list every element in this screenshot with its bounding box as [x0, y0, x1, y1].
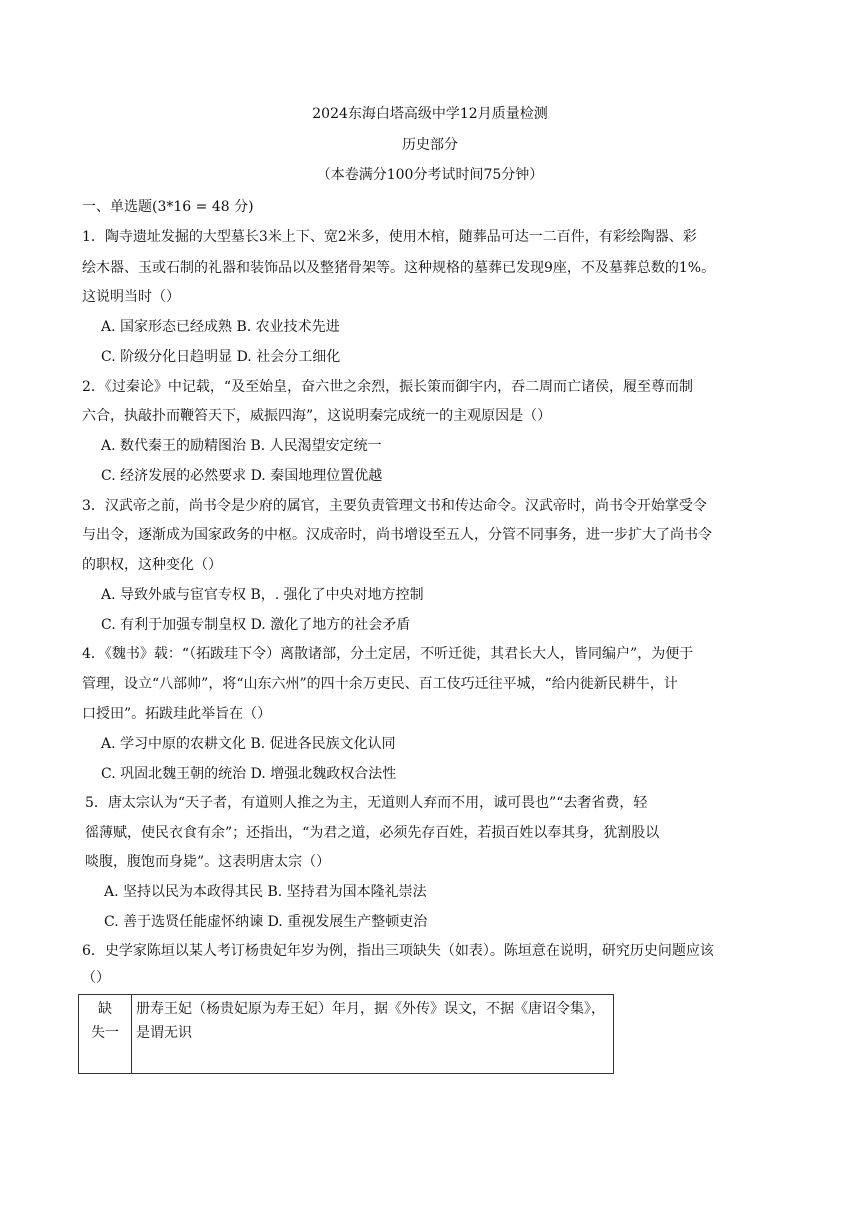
question-3-line-1: 3．汉武帝之前，尚书令是少府的属官，主要负责管理文书和传达命令。汉武帝时，尚书令开始掌受令: [82, 498, 707, 514]
question-4-options-ab: A. 学习中原的农耕文化 B. 促进各民族文化认同: [101, 736, 396, 752]
exam-subtitle: 历史部分: [402, 137, 458, 153]
question-2-line-2: 六合，执敲扑而鞭笞天下，威振四海”，这说明秦完成统一的主观原因是（）: [82, 408, 552, 424]
question-1-options-ab: A. 国家形态已经成熟 B. 农业技术先进: [101, 319, 340, 335]
question-3-options-ab: A. 导致外戚与宦官专权 B，. 强化了中央对地方控制: [101, 587, 424, 603]
question-3-options-cd: C. 有利于加强专制皇权 D. 激化了地方的社会矛盾: [101, 617, 411, 633]
question-4-options-cd: C. 巩固北魏王朝的统治 D. 增强北魏政权合法性: [101, 766, 397, 782]
question-2-options-ab: A. 数代秦王的励精图治 B. 人民渴望安定统一: [101, 438, 382, 454]
question-4-line-2: 管理，设立“八部帅”，将“山东六州”的四十余万吏民、百工伎巧迁往平城，“给内徙新民耕牛，计: [82, 676, 678, 692]
question-6-line-1: 6．史学家陈垣以某人考订杨贵妃年岁为例，指出三项缺失（如表）。陈垣意在说明，研究历史问题应该: [82, 943, 714, 959]
question-3-line-2: 与出令，逐渐成为国家政务的中枢。汉成帝时，尚书增设至五人，分管不同事务，进一步扩大了尚书令: [82, 527, 712, 543]
question-4-line-3: 口授田”。拓跋珪此举旨在（）: [82, 706, 272, 722]
section-heading: 一、单选题(3*16 = 48 分): [82, 199, 254, 215]
table-row-content: [132, 995, 614, 1074]
table-row-content-line-1: 册寿王妃（杨贵妃原为寿王妃）年月，据《外传》误文，不据《唐诏令集》，: [136, 1001, 605, 1017]
question-6-line-2: （）: [82, 970, 110, 986]
question-2-line-1: 2．《过秦论》中记载，“及至始皇，奋六世之余烈，振长策而御宇内，吞二周而亡诸侯，履至尊而制: [82, 379, 694, 395]
question-5-line-2: 徭薄赋，使民衣食有余”；还指出，“为君之道，必须先存百姓，若损百姓以奉其身，犹割股以: [85, 825, 660, 841]
table-row-content-line-2: 是谓无识: [136, 1025, 192, 1041]
question-1-options-cd: C. 阶级分化日趋明显 D. 社会分工细化: [101, 349, 341, 365]
question-5-line-3: 啖腹，腹饱而身毙”。这表明唐太宗（）: [85, 854, 331, 870]
question-4-line-1: 4．《魏书》载：“（拓跋珪下令）离散诸部，分土定居，不听迁徙，其君长大人，皆同编户”，为便于: [82, 646, 694, 662]
exam-note: （本卷满分100分考试时间75分钟）: [316, 167, 544, 183]
question-5-options-ab: A. 坚持以民为本政得其民 B. 坚持君为国本隆礼崇法: [104, 884, 427, 900]
question-2-options-cd: C. 经济发展的必然要求 D. 秦国地理位置优越: [101, 468, 383, 484]
table-row-header: [79, 995, 132, 1074]
question-5-options-cd: C. 善于选贤任能虚怀纳谏 D. 重视发展生产整顿吏治: [104, 914, 428, 930]
question-1-line-2: 绘木器、玉或石制的礼器和装饰品以及整猪骨架等。这种规格的墓葬已发现9座，不及墓葬总数的1%。: [82, 260, 716, 276]
table-row-header-line-2: 失一: [91, 1025, 119, 1041]
question-1-line-1: 1．陶寺遗址发掘的大型墓长3米上下、宽2米多，使用木棺，随葬品可达一二百件，有彩绘陶器、彩: [82, 229, 697, 245]
question-5-line-1: 5．唐太宗认为“天子者，有道则人推之为主，无道则人弃而不用，诚可畏也”“去奢省费，轻: [85, 795, 648, 811]
table-row: [79, 995, 614, 1074]
question-3-line-3: 的职权，这种变化（）: [82, 557, 222, 573]
deficiency-table: [78, 994, 614, 1074]
question-1-line-3: 这说明当时（）: [82, 289, 180, 305]
table-row-header-line-1: 缺: [98, 1001, 112, 1017]
exam-title: 2024东海白塔高级中学12月质量检测: [312, 106, 548, 122]
